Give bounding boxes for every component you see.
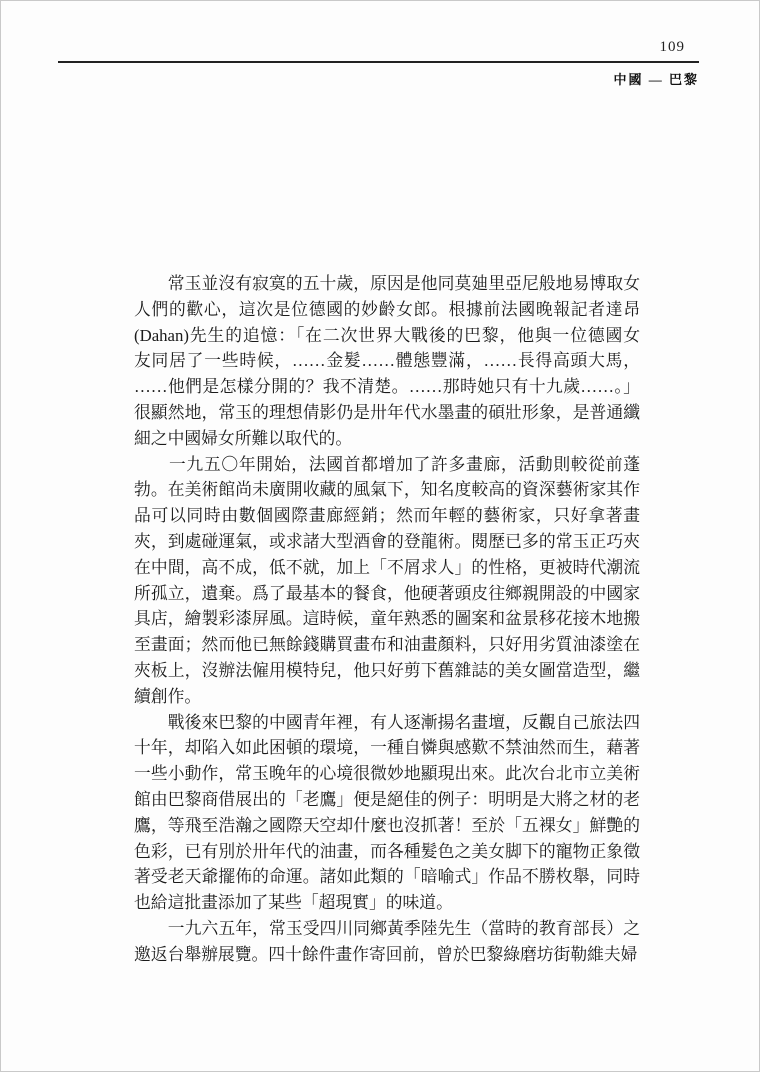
text-line-p1-3: (Dahan)先生的追憶：「在二次世界大戰後的巴黎，他與一位德國女 xyxy=(134,325,640,345)
text-line-p2-4: 夾，到處碰運氣，或求諸大型酒會的登龍術。閱歷已多的常玉正巧夾 xyxy=(134,531,640,551)
text-line-p2-3: 品可以同時由數個國際畫廊經銷；然而年輕的藝術家，只好拿著畫 xyxy=(134,506,640,526)
text-line-p4-2: 邀返台舉辦展覽。四十餘件畫作寄回前，曾於巴黎綠磨坊街勒維夫婦 xyxy=(134,944,638,964)
text-line-p1-7: 細之中國婦女所難以取代的。 xyxy=(134,428,353,448)
text-line-p3-7: 著受老天爺擺佈的命運。諸如此類的「暗喻式」作品不勝枚舉，同時 xyxy=(134,867,640,887)
text-line-p3-5: 鷹，等飛至浩瀚之國際天空却什麼也沒抓著！至於「五裸女」鮮艷的 xyxy=(134,815,640,835)
text-line-p3-6: 色彩，已有別於卅年代的油畫，而各種髮色之美女脚下的寵物正象徵 xyxy=(134,841,640,861)
text-line-p3-2: 十年，却陷入如此困頓的環境，一種自憐與感歎不禁油然而生，藉著 xyxy=(134,738,640,758)
text-line-p2-2: 勃。在美術館尚未廣開收藏的風氣下，知名度較高的資深藝術家其作 xyxy=(134,480,640,500)
page-number: 109 xyxy=(659,39,685,55)
text-line-p2-7: 具店，繪製彩漆屏風。這時候，童年熟悉的圖案和盆景移花接木地搬 xyxy=(134,609,640,629)
text-line-p3-1: 戰後來巴黎的中國青年裡，有人逐漸揚名畫壇，反觀自己旅法四 xyxy=(134,712,640,732)
text-line-p4-1: 一九六五年，常玉受四川同鄉黃季陸先生（當時的教育部長）之 xyxy=(134,918,640,938)
text-line-p2-9: 夾板上，沒辦法僱用模特兒，他只好剪下舊雜誌的美女圖當造型，繼 xyxy=(134,660,640,680)
text-line-p2-5: 在中間，高不成，低不就，加上「不屑求人」的性格，更被時代潮流 xyxy=(134,557,640,577)
text-line-p1-2: 人們的歡心，這次是位德國的妙齡女郎。根據前法國晚報記者達昂 xyxy=(134,299,640,319)
text-line-p1-4: 友同居了一些時候，……金髮……體態豐滿，……長得高頭大馬， xyxy=(134,351,640,371)
body-text xyxy=(134,271,640,968)
text-line-p2-8: 至畫面；然而他已無餘錢購買畫布和油畫顏料，只好用劣質油漆塗在 xyxy=(134,635,640,655)
text-line-p2-6: 所孤立，遺棄。爲了最基本的餐食，他硬著頭皮往鄉親開設的中國家 xyxy=(134,583,640,603)
text-line-p1-1: 常玉並沒有寂寞的五十歲，原因是他同莫廸里亞尼般地易博取女 xyxy=(134,274,640,293)
text-line-p3-8: 也給這批畫添加了某些「超現實」的味道。 xyxy=(134,893,453,913)
text-line-p2-10: 續創作。 xyxy=(134,686,202,706)
text-line-p2-1: 一九五〇年開始，法國首都增加了許多畫廊，活動則較從前蓬 xyxy=(134,454,640,474)
text-line-p1-6: 很顯然地，常玉的理想倩影仍是卅年代水墨畫的碩壯形象，是普通纖 xyxy=(134,402,640,422)
header-rule xyxy=(58,61,699,63)
text-line-p3-3: 一些小動作，常玉晚年的心境很微妙地顯現出來。此次台北市立美術 xyxy=(134,764,640,784)
text-line-p3-4: 館由巴黎商借展出的「老鷹」便是絕佳的例子：明明是大將之材的老 xyxy=(134,789,640,809)
running-head: 中國 — 巴黎 xyxy=(613,72,699,87)
text-line-p1-5: ……他們是怎樣分開的？我不清楚。……那時她只有十九歲……。」 xyxy=(134,377,640,397)
